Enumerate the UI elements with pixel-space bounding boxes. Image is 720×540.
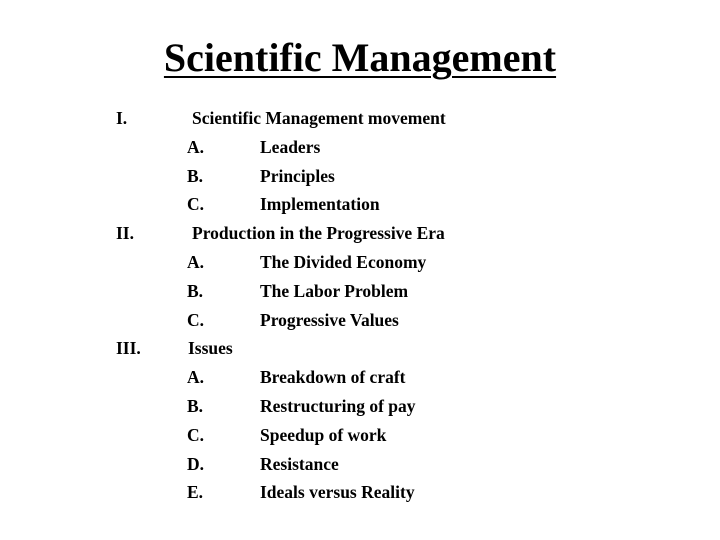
outline-letter: B. (187, 395, 204, 416)
outline-heading: Production in the Progressive Era (192, 223, 445, 244)
outline-list (0, 104, 720, 507)
outline-subitem-2a (0, 248, 720, 277)
outline-item-2 (0, 219, 720, 248)
outline-subitem-2b (0, 277, 720, 306)
outline-letter: A. (187, 367, 205, 388)
outline-subitem-1c (0, 190, 720, 219)
outline-subitem-2c (0, 306, 720, 335)
outline-letter: D. (187, 453, 205, 474)
outline-subitem-3d (0, 450, 720, 479)
outline-letter: B. (187, 280, 204, 301)
outline-number: III. (116, 338, 141, 359)
outline-letter: E. (187, 482, 204, 503)
outline-heading: Issues (188, 338, 233, 359)
outline-subheading: Leaders (260, 136, 321, 157)
outline-subitem-3b (0, 392, 720, 421)
outline-heading: Scientific Management movement (192, 108, 446, 128)
outline-subitem-3a (0, 363, 720, 392)
outline-subitem-3e (0, 478, 720, 507)
outline-letter: C. (187, 309, 205, 330)
outline-letter: A. (187, 136, 205, 157)
outline-subheading: The Labor Problem (260, 280, 409, 301)
outline-letter: B. (187, 165, 204, 186)
slide-title: Scientific Management (163, 35, 557, 80)
outline-subheading: Breakdown of craft (260, 367, 406, 388)
outline-number: I. (116, 108, 128, 128)
outline-letter: C. (187, 194, 205, 215)
outline-subheading: Restructuring of pay (260, 395, 416, 416)
outline-item-1 (0, 104, 720, 133)
outline-subheading: Ideals versus Reality (260, 482, 415, 503)
outline-subheading: Implementation (260, 194, 380, 215)
outline-subitem-1a (0, 133, 720, 162)
outline-item-3 (0, 334, 720, 363)
outline-number: II. (116, 223, 134, 244)
outline-subheading: The Divided Economy (260, 251, 427, 272)
outline-subitem-3c (0, 421, 720, 450)
outline-subheading: Principles (260, 165, 335, 186)
outline-letter: C. (187, 424, 205, 445)
outline-subheading: Speedup of work (260, 424, 387, 445)
outline-letter: A. (187, 251, 205, 272)
outline-subheading: Progressive Values (260, 309, 399, 330)
outline-subheading: Resistance (260, 453, 339, 474)
outline-subitem-1b (0, 162, 720, 191)
